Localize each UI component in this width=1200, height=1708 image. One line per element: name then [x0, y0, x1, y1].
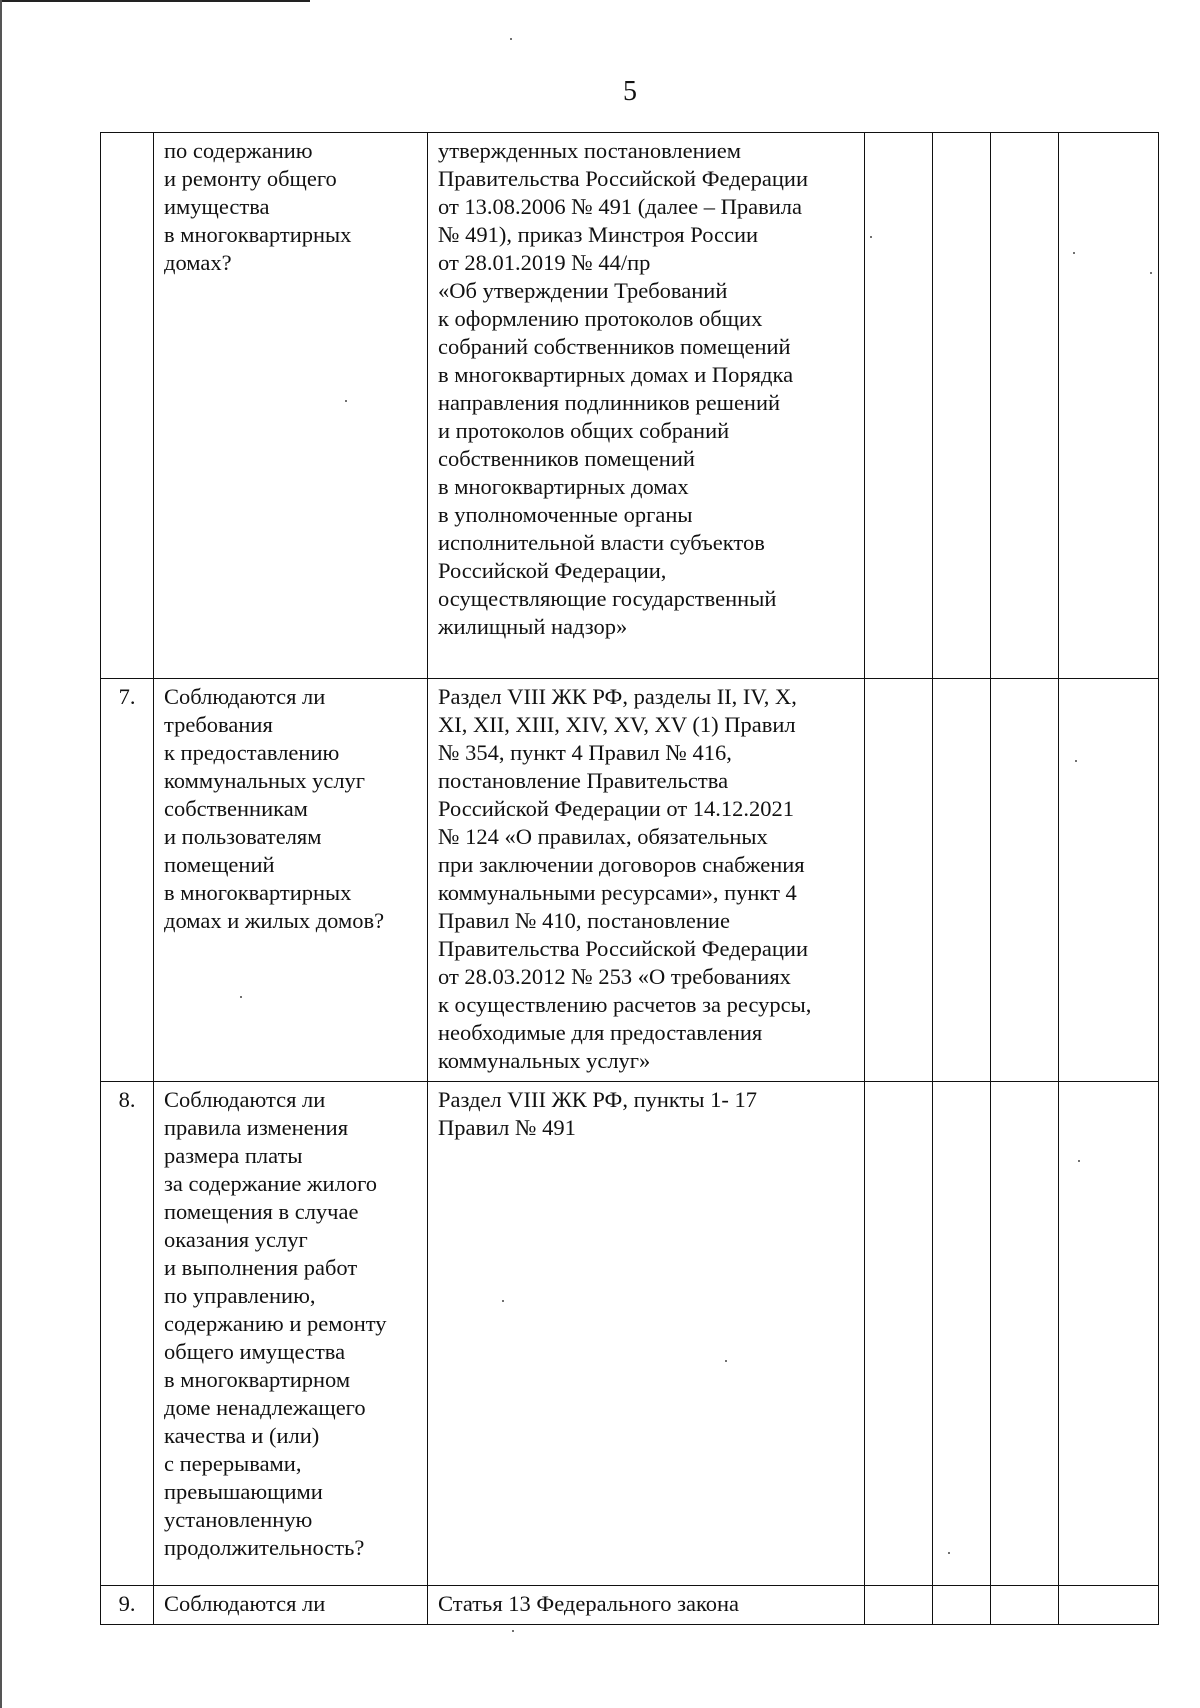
question-cell: Соблюдаются ли	[154, 1586, 428, 1625]
note-cell	[1059, 133, 1159, 679]
row-number: 8.	[101, 1082, 154, 1586]
table-row	[101, 1586, 1159, 1625]
answer-no-cell	[933, 1586, 991, 1625]
table-row	[101, 1082, 1159, 1586]
checklist-table	[100, 132, 1159, 1625]
left-edge-rule	[0, 0, 2, 1708]
answer-yes-cell	[865, 1586, 933, 1625]
answer-na-cell	[991, 679, 1059, 1082]
answer-no-cell	[933, 679, 991, 1082]
note-cell	[1059, 1082, 1159, 1586]
reference-cell: утвержденных постановлением Правительства Российской Федерации от 13.08.2006 № 491 (далее – Правила № 491), приказ Минстроя России от 28.01.2019 № 44/пр «Об утверждении Требований к оформлению протоколов общих собраний собственников помещений в многоквартирных домах и Порядка направления подлинников решений и протоколов общих собраний собственников помещений в многоквартирных домах в уполномоченные органы исполнительной власти субъектов Российской Федерации, осуществляющие государственный жилищный надзор»	[428, 133, 865, 679]
reference-cell: Статья 13 Федерального закона	[428, 1586, 865, 1625]
answer-yes-cell	[865, 133, 933, 679]
note-cell	[1059, 679, 1159, 1082]
answer-na-cell	[991, 133, 1059, 679]
answer-yes-cell	[865, 1082, 933, 1586]
row-number	[101, 133, 154, 679]
answer-na-cell	[991, 1586, 1059, 1625]
question-cell: по содержанию и ремонту общего имущества в многоквартирных домах?	[154, 133, 428, 679]
answer-no-cell	[933, 133, 991, 679]
page-number: 5	[623, 76, 637, 107]
top-edge-rule	[0, 0, 310, 2]
answer-yes-cell	[865, 679, 933, 1082]
table-row	[101, 679, 1159, 1082]
row-number: 9.	[101, 1586, 154, 1625]
row-number: 7.	[101, 679, 154, 1082]
table-row	[101, 133, 1159, 679]
answer-no-cell	[933, 1082, 991, 1586]
question-cell: Соблюдаются ли требования к предоставлению коммунальных услуг собственникам и пользователям помещений в многоквартирных домах и жилых домов?	[154, 679, 428, 1082]
question-cell: Соблюдаются ли правила изменения размера платы за содержание жилого помещения в случае оказания услуг и выполнения работ по управлению, содержанию и ремонту общего имущества в многоквартирном доме ненадлежащего качества и (или) с перерывами, превышающими установленную продолжительность?	[154, 1082, 428, 1586]
reference-cell: Раздел VIII ЖК РФ, разделы II, IV, X, XI, XII, XIII, XIV, XV, XV (1) Правил № 354, пункт 4 Правил № 416, постановление Правительства Российской Федерации от 14.12.2021 № 124 «О правилах, обязательных при заключении договоров снабжения коммунальными ресурсами», пункт 4 Правил № 410, постановление Правительства Российской Федерации от 28.03.2012 № 253 «О требованиях к осуществлению расчетов за ресурсы, необходимые для предоставления коммунальных услуг»	[428, 679, 865, 1082]
reference-cell: Раздел VIII ЖК РФ, пункты 1- 17 Правил № 491	[428, 1082, 865, 1586]
answer-na-cell	[991, 1082, 1059, 1586]
note-cell	[1059, 1586, 1159, 1625]
